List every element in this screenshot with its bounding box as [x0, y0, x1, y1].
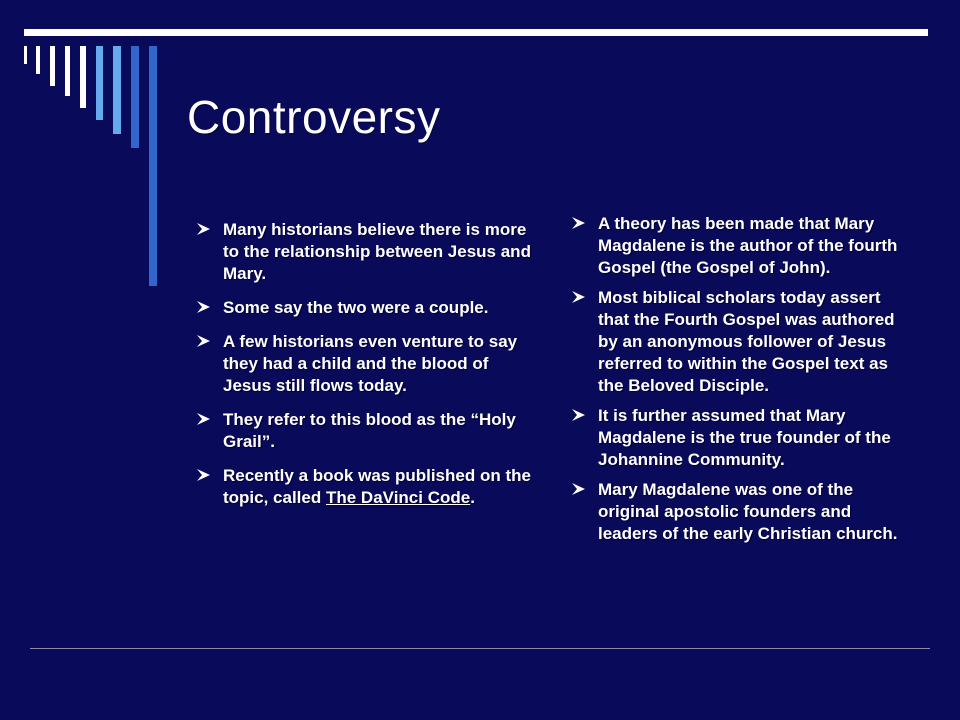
bullet-item [568, 479, 913, 545]
bullet-text: Some say the two were a couple. [223, 298, 489, 317]
decorative-bar [96, 46, 103, 120]
decorative-bar [131, 46, 139, 148]
bullet-text: Many historians believe there is more to the relationship between Jesus and Mary. [223, 220, 531, 283]
bullet-text: Recently a book was published on the topic, called [223, 466, 531, 507]
arrowhead-bullet-icon [571, 290, 586, 304]
bullet-item [193, 297, 538, 319]
arrowhead-bullet-icon [196, 468, 211, 482]
bullet-item [568, 213, 913, 279]
arrowhead-bullet-icon [196, 300, 211, 314]
bullet-text: A few historians even venture to say they had a child and the blood of Jesus still flows today. [223, 332, 518, 395]
arrowhead-bullet-icon [196, 222, 211, 236]
bullet-item [568, 287, 913, 397]
decorative-bar [113, 46, 121, 134]
bullet-item [193, 465, 538, 509]
left-bullet-list [193, 219, 538, 521]
bullet-item [193, 331, 538, 397]
bullet-text: Mary Magdalene was one of the original apostolic founders and leaders of the early Christian church. [598, 480, 898, 543]
bullet-item [568, 405, 913, 471]
decorative-bar [50, 46, 55, 86]
arrowhead-bullet-icon [196, 412, 211, 426]
decorative-bar [24, 46, 27, 64]
bullet-text: Most biblical scholars today assert that the Fourth Gospel was authored by an anonymous follower of Jesus referred to within the Gospel text as the Beloved Disciple. [598, 288, 895, 395]
bullet-text: A theory has been made that Mary Magdalene is the author of the fourth Gospel (the Gospel of John). [598, 214, 898, 277]
slide-title: Controversy [187, 91, 441, 143]
bullet-item [193, 219, 538, 285]
decorative-bar [149, 46, 157, 286]
bullet-text: . [470, 488, 475, 507]
decorative-bar [65, 46, 70, 96]
arrowhead-bullet-icon [571, 408, 586, 422]
right-bullet-list [568, 213, 913, 553]
decorative-bar [80, 46, 86, 108]
arrowhead-bullet-icon [196, 334, 211, 348]
bullet-text: It is further assumed that Mary Magdalene is the true founder of the Johannine Community. [598, 406, 891, 469]
top-rule [24, 29, 928, 36]
decorative-bar [36, 46, 40, 74]
bullet-text: They refer to this blood as the “Holy Grail”. [223, 410, 516, 451]
arrowhead-bullet-icon [571, 216, 586, 230]
bottom-rule [30, 648, 930, 649]
bullet-item [193, 409, 538, 453]
book-title-link[interactable]: The DaVinci Code [325, 488, 471, 507]
arrowhead-bullet-icon [571, 482, 586, 496]
